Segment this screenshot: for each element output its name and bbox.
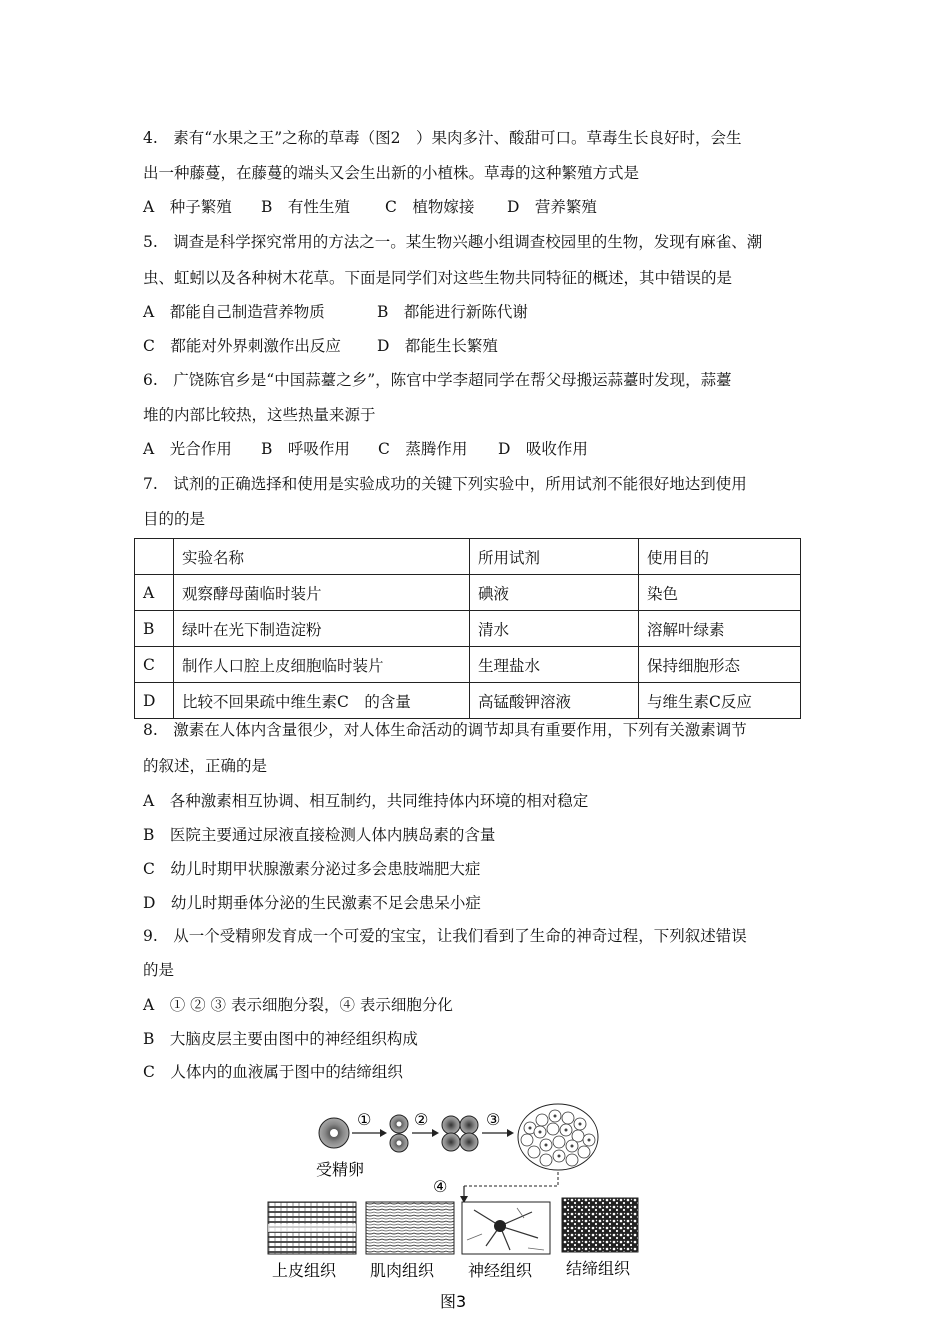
table-row: [135, 683, 801, 719]
table-cell: 溶解叶绿素: [639, 611, 801, 647]
nerve-tissue-image: [462, 1202, 550, 1254]
table-header-cell: 使用目的: [639, 539, 801, 575]
q7-line1: 7. 试剂的正确选择和使用是实验成功的关键下列实验中，所用试剂不能很好地达到使用: [143, 475, 747, 493]
table-cell: 绿叶在光下制造淀粉: [174, 611, 470, 647]
table-row: [135, 575, 801, 611]
q8-option-c: C 幼儿时期甲状腺激素分泌过多会患肢端肥大症: [143, 860, 481, 878]
q4-option-d: D 营养繁殖: [507, 198, 597, 216]
tissue-label-epithelial: 上皮组织: [272, 1261, 337, 1280]
table-cell: D: [135, 683, 174, 719]
q4-option-a: A 种子繁殖: [143, 198, 232, 216]
q5-line2: 虫、虹蚓以及各种树木花草。下面是同学们对这些生物共同特征的概述，其中错误的是: [143, 269, 733, 287]
q5-option-c: C 都能对外界刺激作出反应: [143, 337, 341, 355]
zygote-cell: [319, 1118, 349, 1148]
q9-option-b: B 大脑皮层主要由图中的神经组织构成: [143, 1030, 418, 1048]
q5-option-a: A 都能自己制造营养物质: [143, 303, 325, 321]
table-header-cell: 实验名称: [174, 539, 470, 575]
arrow-step-2: [412, 1129, 439, 1137]
q4-line1: 4. 素有“水果之王”之称的草毒（图2 ）果肉多汁、酸甜可口。草毒生长良好时，会生: [143, 129, 742, 147]
table-cell: 生理盐水: [470, 647, 639, 683]
step-1-label: ①: [357, 1110, 372, 1129]
q6-line2: 堆的内部比较热，这些热量来源于: [143, 406, 376, 424]
table-header-cell: 所用试剂: [470, 539, 639, 575]
q9-line1: 9. 从一个受精卵发育成一个可爱的宝宝，让我们看到了生命的神奇过程，下列叙述错误: [143, 927, 747, 945]
q7-line2: 目的的是: [143, 510, 206, 528]
table-cell: 与维生素C反应: [639, 683, 801, 719]
q9-option-c: C 人体内的血液属于图中的结缔组织: [143, 1063, 403, 1081]
table-cell: B: [135, 611, 174, 647]
q5-options-cd: [143, 336, 498, 356]
q4-options: [143, 197, 597, 217]
q4-option-b: B 有性生殖: [261, 198, 350, 216]
table-cell: 制作人口腔上皮细胞临时装片: [174, 647, 470, 683]
table-cell: 染色: [639, 575, 801, 611]
table-cell: C: [135, 647, 174, 683]
table-cell: 观察酵母菌临时装片: [174, 575, 470, 611]
q8-line2: 的叙述，正确的是: [143, 757, 268, 775]
step-3-label: ③: [486, 1110, 501, 1129]
two-cell-stage: [390, 1115, 408, 1152]
q8-line1: 8. 激素在人体内含量很少，对人体生命活动的调节却具有重要作用，下列有关激素调节: [143, 721, 747, 739]
tissue-label-muscle: 肌肉组织: [370, 1261, 435, 1280]
table-cell: A: [135, 575, 174, 611]
table-row: [135, 611, 801, 647]
figure-caption: 图3: [440, 1292, 467, 1311]
epithelial-tissue-image: [268, 1202, 356, 1254]
q6-option-c: C 蒸腾作用: [378, 440, 468, 458]
q6-option-a: A 光合作用: [143, 440, 232, 458]
tissue-label-nerve: 神经组织: [468, 1261, 533, 1280]
table-header-row: [135, 539, 801, 575]
q6-line1: 6. 广饶陈官乡是“中国蒜薹之乡”，陈官中学李超同学在帮父母搬运蒜薹时发现，蒜薹: [143, 371, 732, 389]
q9-line2: 的是: [143, 961, 175, 979]
muscle-tissue-image: [366, 1202, 454, 1254]
four-cell-stage: [442, 1116, 478, 1151]
q5-options-ab: [143, 302, 528, 322]
q8-option-d: D 幼儿时期垂体分泌的生民激素不足会患呆小症: [143, 894, 481, 912]
table-cell: 碘液: [470, 575, 639, 611]
q8-option-b: B 医院主要通过尿液直接检测人体内胰岛素的含量: [143, 826, 496, 844]
arrow-step-4: [460, 1172, 558, 1203]
q6-option-d: D 吸收作用: [498, 440, 588, 458]
cell-development-figure: [262, 1100, 682, 1315]
q8-option-a: A 各种激素相互协调、相互制约，共同维持体内环境的相对稳定: [143, 792, 589, 810]
table-row: [135, 647, 801, 683]
q5-option-d: D 都能生长繁殖: [377, 337, 498, 355]
experiment-table: [134, 538, 801, 719]
tissue-label-connective: 结缔组织: [566, 1259, 631, 1278]
q6-option-b: B 呼吸作用: [261, 440, 350, 458]
table-cell: 保持细胞形态: [639, 647, 801, 683]
table-header-cell: [135, 539, 174, 575]
cell-cluster: [518, 1104, 598, 1170]
q5-line1: 5. 调查是科学探究常用的方法之一。某生物兴趣小组调查校园里的生物，发现有麻雀、潮: [143, 233, 763, 251]
arrow-step-1: [352, 1129, 387, 1137]
arrow-step-3: [482, 1129, 514, 1137]
q6-options: [143, 439, 588, 459]
table-cell: 比较不回果疏中维生素C 的含量: [174, 683, 470, 719]
q4-line2: 出一种藤蔓，在藤蔓的端头又会生出新的小植株。草毒的这种繁殖方式是: [143, 164, 640, 182]
q5-option-b: B 都能进行新陈代谢: [377, 303, 528, 321]
table-cell: 高锰酸钾溶液: [470, 683, 639, 719]
table-cell: 清水: [470, 611, 639, 647]
connective-tissue-image: [562, 1198, 638, 1252]
step-2-label: ②: [414, 1110, 429, 1129]
q4-option-c: C 植物嫁接: [385, 198, 475, 216]
q9-option-a: A ① ② ③ 表示细胞分裂，④ 表示细胞分化: [143, 996, 453, 1014]
step-4-label: ④: [433, 1177, 448, 1196]
zygote-label: 受精卵: [316, 1160, 365, 1179]
